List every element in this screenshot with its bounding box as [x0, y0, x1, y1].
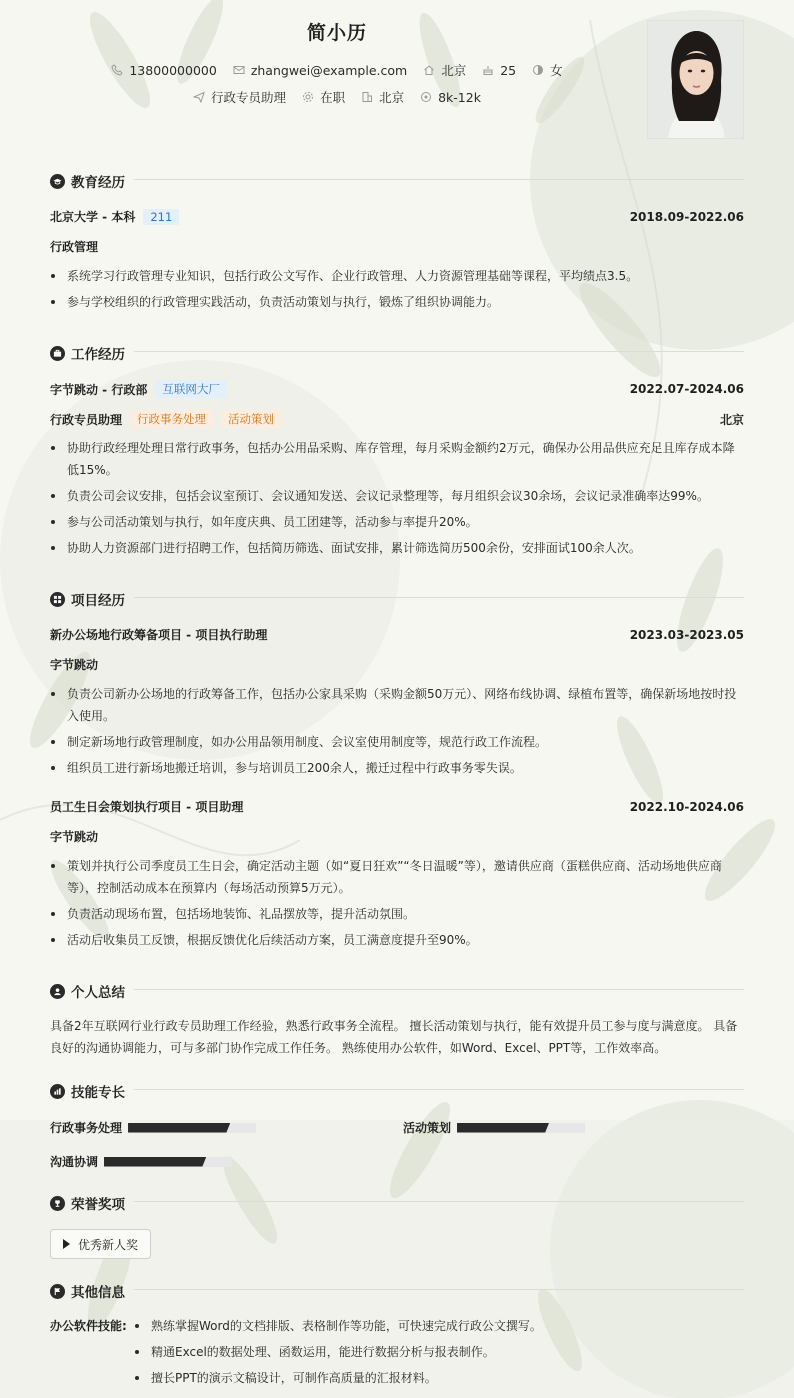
school-tag: 211 — [143, 209, 179, 225]
skill-bar — [457, 1123, 585, 1133]
section-divider — [134, 989, 744, 990]
skill-bar-fill — [104, 1157, 206, 1167]
education-section-title: 教育经历 — [50, 171, 125, 191]
award-name: 优秀新人奖 — [78, 1237, 139, 1252]
skill-bar-fill — [457, 1123, 549, 1133]
email-info — [233, 61, 407, 79]
gender-info — [532, 61, 563, 79]
work-header — [50, 380, 744, 398]
project-header — [50, 626, 744, 643]
section-divider — [134, 179, 744, 180]
list-item: 系统学习行政管理专业知识，包括行政公文写作、企业行政管理、人力资源管理基础等课程，平均绩点3.5。 — [50, 265, 744, 287]
briefcase-icon — [50, 346, 65, 361]
project-org: 字节跳动 — [50, 830, 99, 844]
project-name: 员工生日会策划执行项目 - 项目助理 — [50, 800, 244, 814]
skill-name: 行政事务处理 — [50, 1121, 123, 1135]
chart-icon — [50, 1084, 65, 1099]
section-divider — [134, 1289, 744, 1290]
gender-text: 女 — [550, 63, 563, 78]
grid-icon — [50, 592, 65, 607]
skill-tag: 行政事务处理 — [130, 410, 213, 428]
job-target-info — [193, 88, 286, 106]
skill-bar-fill — [128, 1123, 230, 1133]
send-icon — [193, 91, 205, 103]
skill-item — [50, 1153, 232, 1170]
education-period: 2018.09-2022.06 — [629, 209, 744, 224]
section-divider — [134, 1089, 744, 1090]
work-city-text: 北京 — [379, 90, 405, 105]
skill-tag: 活动策划 — [221, 410, 281, 428]
user-icon — [50, 984, 65, 999]
skill-item — [403, 1119, 585, 1136]
major: 行政管理 — [50, 240, 99, 254]
salary-text: 8k-12k — [438, 89, 481, 105]
phone-icon — [111, 64, 123, 76]
skills-section-title: 技能专长 — [50, 1081, 125, 1101]
project-period: 2022.10-2024.06 — [629, 799, 744, 814]
cake-icon — [482, 64, 494, 76]
job-target-text: 行政专员助理 — [211, 90, 287, 105]
list-item: 协助人力资源部门进行招聘工作，包括简历筛选、面试安排，累计筛选简历500余份，安排面试100余人次。 — [50, 537, 744, 559]
project-org-row — [50, 656, 744, 673]
status-text: 在职 — [320, 90, 346, 105]
phone-info — [111, 61, 216, 79]
summary-text: 具备2年互联网行业行政专员助理工作经验，熟悉行政事务全流程。 擅长活动策划与执行，能有效提升员工参与度与满意度。 具备良好的沟通协调能力，可与多部门协作完成工作任务。 熟练使用办公软件，如Word、Excel、PPT等，工作效率高。 — [50, 1019, 738, 1055]
company-tag: 互联网大厂 — [155, 380, 227, 398]
list-item: 负责公司新办公场地的行政筹备工作，包括办公家具采购（采购金额50万元）、网络布线协调、绿植布置等，确保新场地按时投入使用。 — [50, 683, 744, 727]
section-divider — [134, 351, 744, 352]
candidate-name: 简小历 — [306, 22, 367, 44]
flag-icon — [50, 1284, 65, 1299]
list-item: 参与公司活动策划与执行，如年度庆典、员工团建等，活动参与率提升20%。 — [50, 511, 744, 533]
building-icon — [361, 91, 373, 103]
summary-section-title: 个人总结 — [50, 981, 125, 1001]
work-position-row — [50, 410, 744, 428]
graduation-cap-icon — [50, 174, 65, 189]
play-icon — [63, 1239, 70, 1249]
skill-bar — [104, 1157, 232, 1167]
profile-photo — [647, 20, 744, 139]
company-name: 字节跳动 - 行政部 — [50, 382, 148, 397]
work-period: 2022.07-2024.06 — [629, 382, 744, 396]
status-info — [302, 88, 345, 106]
list-item: 活动后收集员工反馈，根据反馈优化后续活动方案，员工满意度提升至90%。 — [50, 929, 744, 951]
skill-bar — [128, 1123, 256, 1133]
position-name: 行政专员助理 — [50, 412, 123, 427]
project-org-row — [50, 828, 744, 845]
gender-icon — [532, 64, 544, 76]
email-text: zhangwei@example.com — [250, 62, 408, 78]
skill-item — [50, 1119, 256, 1136]
list-item: 精通Excel的数据处理、函数运用，能进行数据分析与报表制作。 — [134, 1341, 744, 1363]
project-name: 新办公场地行政筹备项目 - 项目执行助理 — [50, 628, 268, 642]
home-icon — [423, 64, 435, 76]
list-item: 制定新场地行政管理制度，如办公用品领用制度、会议室使用制度等，规范行政工作流程。 — [50, 731, 744, 753]
list-item: 策划并执行公司季度员工生日会，确定活动主题（如“夏日狂欢”“冬日温暖”等），邀请供应商（蛋糕供应商、活动场地供应商等），控制活动成本在预算内（每场活动预算5万元）。 — [50, 855, 744, 899]
salary-info — [420, 88, 481, 106]
list-item: 负责公司会议安排，包括会议室预订、会议通知发送、会议记录整理等，每月组织会议30余场，会议记录准确率达99%。 — [50, 485, 744, 507]
age-text: 25 — [500, 62, 517, 78]
section-divider — [134, 597, 744, 598]
list-item: 组织员工进行新场地搬迁培训，参与培训员工200余人，搬迁过程中行政事务零失误。 — [50, 757, 744, 779]
school-name: 北京大学 - 本科 — [50, 210, 136, 224]
trophy-icon — [50, 1196, 65, 1211]
contact-row — [0, 61, 674, 79]
other-section-title: 其他信息 — [50, 1281, 125, 1301]
list-item: 协助行政经理处理日常行政事务，包括办公用品采购、库存管理，每月采购金额约2万元，确保办公用品供应充足且库存成本降低15%。 — [50, 437, 744, 481]
gear-icon — [302, 91, 314, 103]
skill-name: 沟通协调 — [50, 1155, 99, 1169]
job-intent-row — [0, 88, 674, 106]
list-item: 擅长PPT的演示文稿设计，可制作高质量的汇报材料。 — [134, 1367, 744, 1389]
mail-icon — [233, 64, 245, 76]
work-location: 北京 — [719, 412, 744, 427]
work-section-title: 工作经历 — [50, 343, 125, 363]
city-text: 北京 — [441, 63, 467, 78]
project-header — [50, 798, 744, 815]
education-header — [50, 208, 744, 225]
education-major-row — [50, 238, 744, 255]
city-info — [423, 61, 466, 79]
award-badge — [50, 1229, 151, 1259]
list-item: 参与学校组织的行政管理实践活动，负责活动策划与执行，锻炼了组织协调能力。 — [50, 291, 744, 313]
age-info — [482, 61, 516, 79]
project-period: 2023.03-2023.05 — [629, 627, 744, 642]
phone-text: 13800000000 — [129, 62, 217, 78]
other-label: 办公软件技能: — [50, 1319, 127, 1333]
section-divider — [134, 1201, 744, 1202]
list-item: 负责活动现场布置，包括场地装饰、礼品摆放等，提升活动氛围。 — [50, 903, 744, 925]
skill-name: 活动策划 — [403, 1121, 452, 1135]
list-item: 熟练掌握Word的文档排版、表格制作等功能，可快速完成行政公文撰写。 — [134, 1315, 744, 1337]
work-city-info — [361, 88, 404, 106]
coin-icon — [420, 91, 432, 103]
project-section-title: 项目经历 — [50, 589, 125, 609]
project-org: 字节跳动 — [50, 658, 99, 672]
awards-section-title: 荣誉奖项 — [50, 1193, 125, 1213]
